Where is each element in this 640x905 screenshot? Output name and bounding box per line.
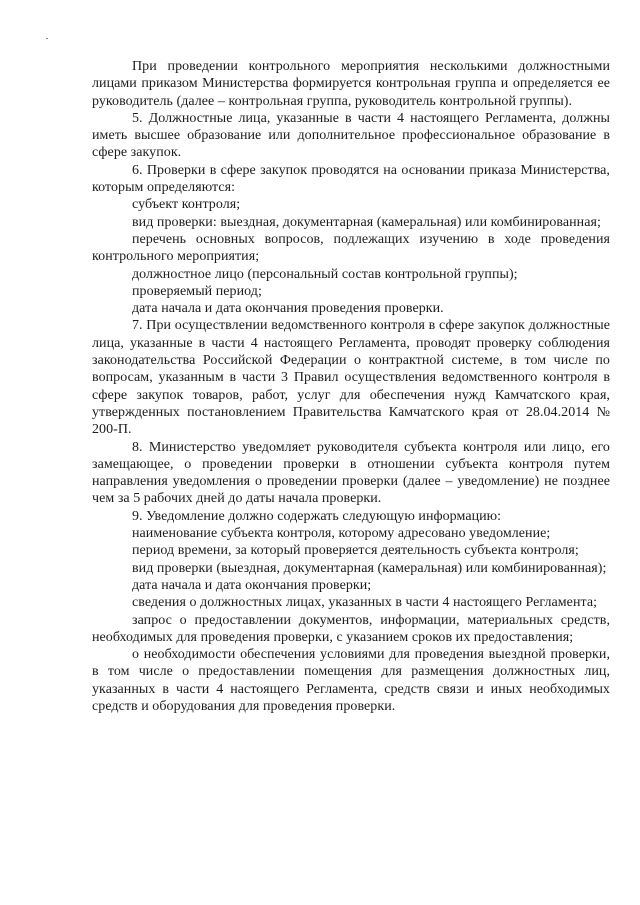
notice-item-period: период времени, за который проверяется деятельность субъекта контроля;: [132, 543, 579, 559]
scan-speck: [46, 38, 48, 39]
notice-item-conditions: о необходимости обеспечения условиями для проведения выездной проверки, в том числе о предоставлении помещения для размещения должностных лиц, указанных в части 4 настоящего Регламента, средств связи и иных необходимых средств и оборудования для проведения проверки.: [92, 647, 610, 714]
notice-item-subject-name: наименование субъекта контроля, которому адресовано уведомление;: [132, 526, 551, 542]
list-item-questions: перечень основных вопросов, подлежащих изучению в ходе проведения контрольного мероприятия;: [92, 231, 610, 265]
list-item-official: должностное лицо (персональный состав контрольной группы);: [132, 266, 518, 282]
paragraph-6-inspections: 6. Проверки в сфере закупок проводятся на основании приказа Министерства, которым определяются:: [92, 162, 610, 196]
list-item-period: проверяемый период;: [132, 283, 262, 299]
notice-item-dates: дата начала и дата окончания проверки;: [132, 577, 372, 593]
paragraph-control-group: При проведении контрольного мероприятия несколькими должностными лицами приказом Министерства формируется контрольная группа и определяется ее руководитель (далее – контрольная группа, руководитель контрольной группы).: [92, 59, 610, 109]
notice-item-officials: сведения о должностных лицах, указанных в части 4 настоящего Регламента;: [132, 595, 598, 611]
paragraph-7-departmental-control: 7. При осуществлении ведомственного контроля в сфере закупок должностные лица, указанные в части 4 настоящего Регламента, проводят проверку соблюдения законодательства Российской Федерации о контрактной системе, в том числе по вопросам, указанным в части 3 Правил осуществления ведомственного контроля в сфере закупок товаров, работ, услуг для обеспечения нужд Камчатского края, утвержденных постановлением Правительства Камчатского края от 28.04.2014 № 200-П.: [92, 318, 610, 438]
list-item-inspection-type: вид проверки: выездная, документарная (камеральная) или комбинированная;: [132, 214, 601, 230]
list-item-dates: дата начала и дата окончания проведения проверки.: [132, 301, 444, 317]
notice-item-type: вид проверки (выездная, документарная (камеральная) или комбинированная);: [132, 560, 607, 576]
paragraph-5-qualification: 5. Должностные лица, указанные в части 4 настоящего Регламента, должны иметь высшее образование или дополнительное профессиональное образование в сфере закупок.: [92, 110, 610, 161]
paragraph-8-notification: 8. Министерство уведомляет руководителя субъекта контроля или лицо, его замещающее, о проведении проверки в отношении субъекта контроля путем направления уведомления о проведении проверки (далее – уведомление) не позднее чем за 5 рабочих дней до даты начала проверки.: [92, 439, 610, 507]
list-item-subject: субъект контроля;: [132, 197, 241, 213]
paragraph-9-notice-content: 9. Уведомление должно содержать следующую информацию:: [132, 508, 502, 524]
notice-item-request: запрос о предоставлении документов, информации, материальных средств, необходимых для проведения проверки, с указанием сроков их предоставления;: [92, 612, 610, 645]
document-body: [92, 58, 610, 715]
